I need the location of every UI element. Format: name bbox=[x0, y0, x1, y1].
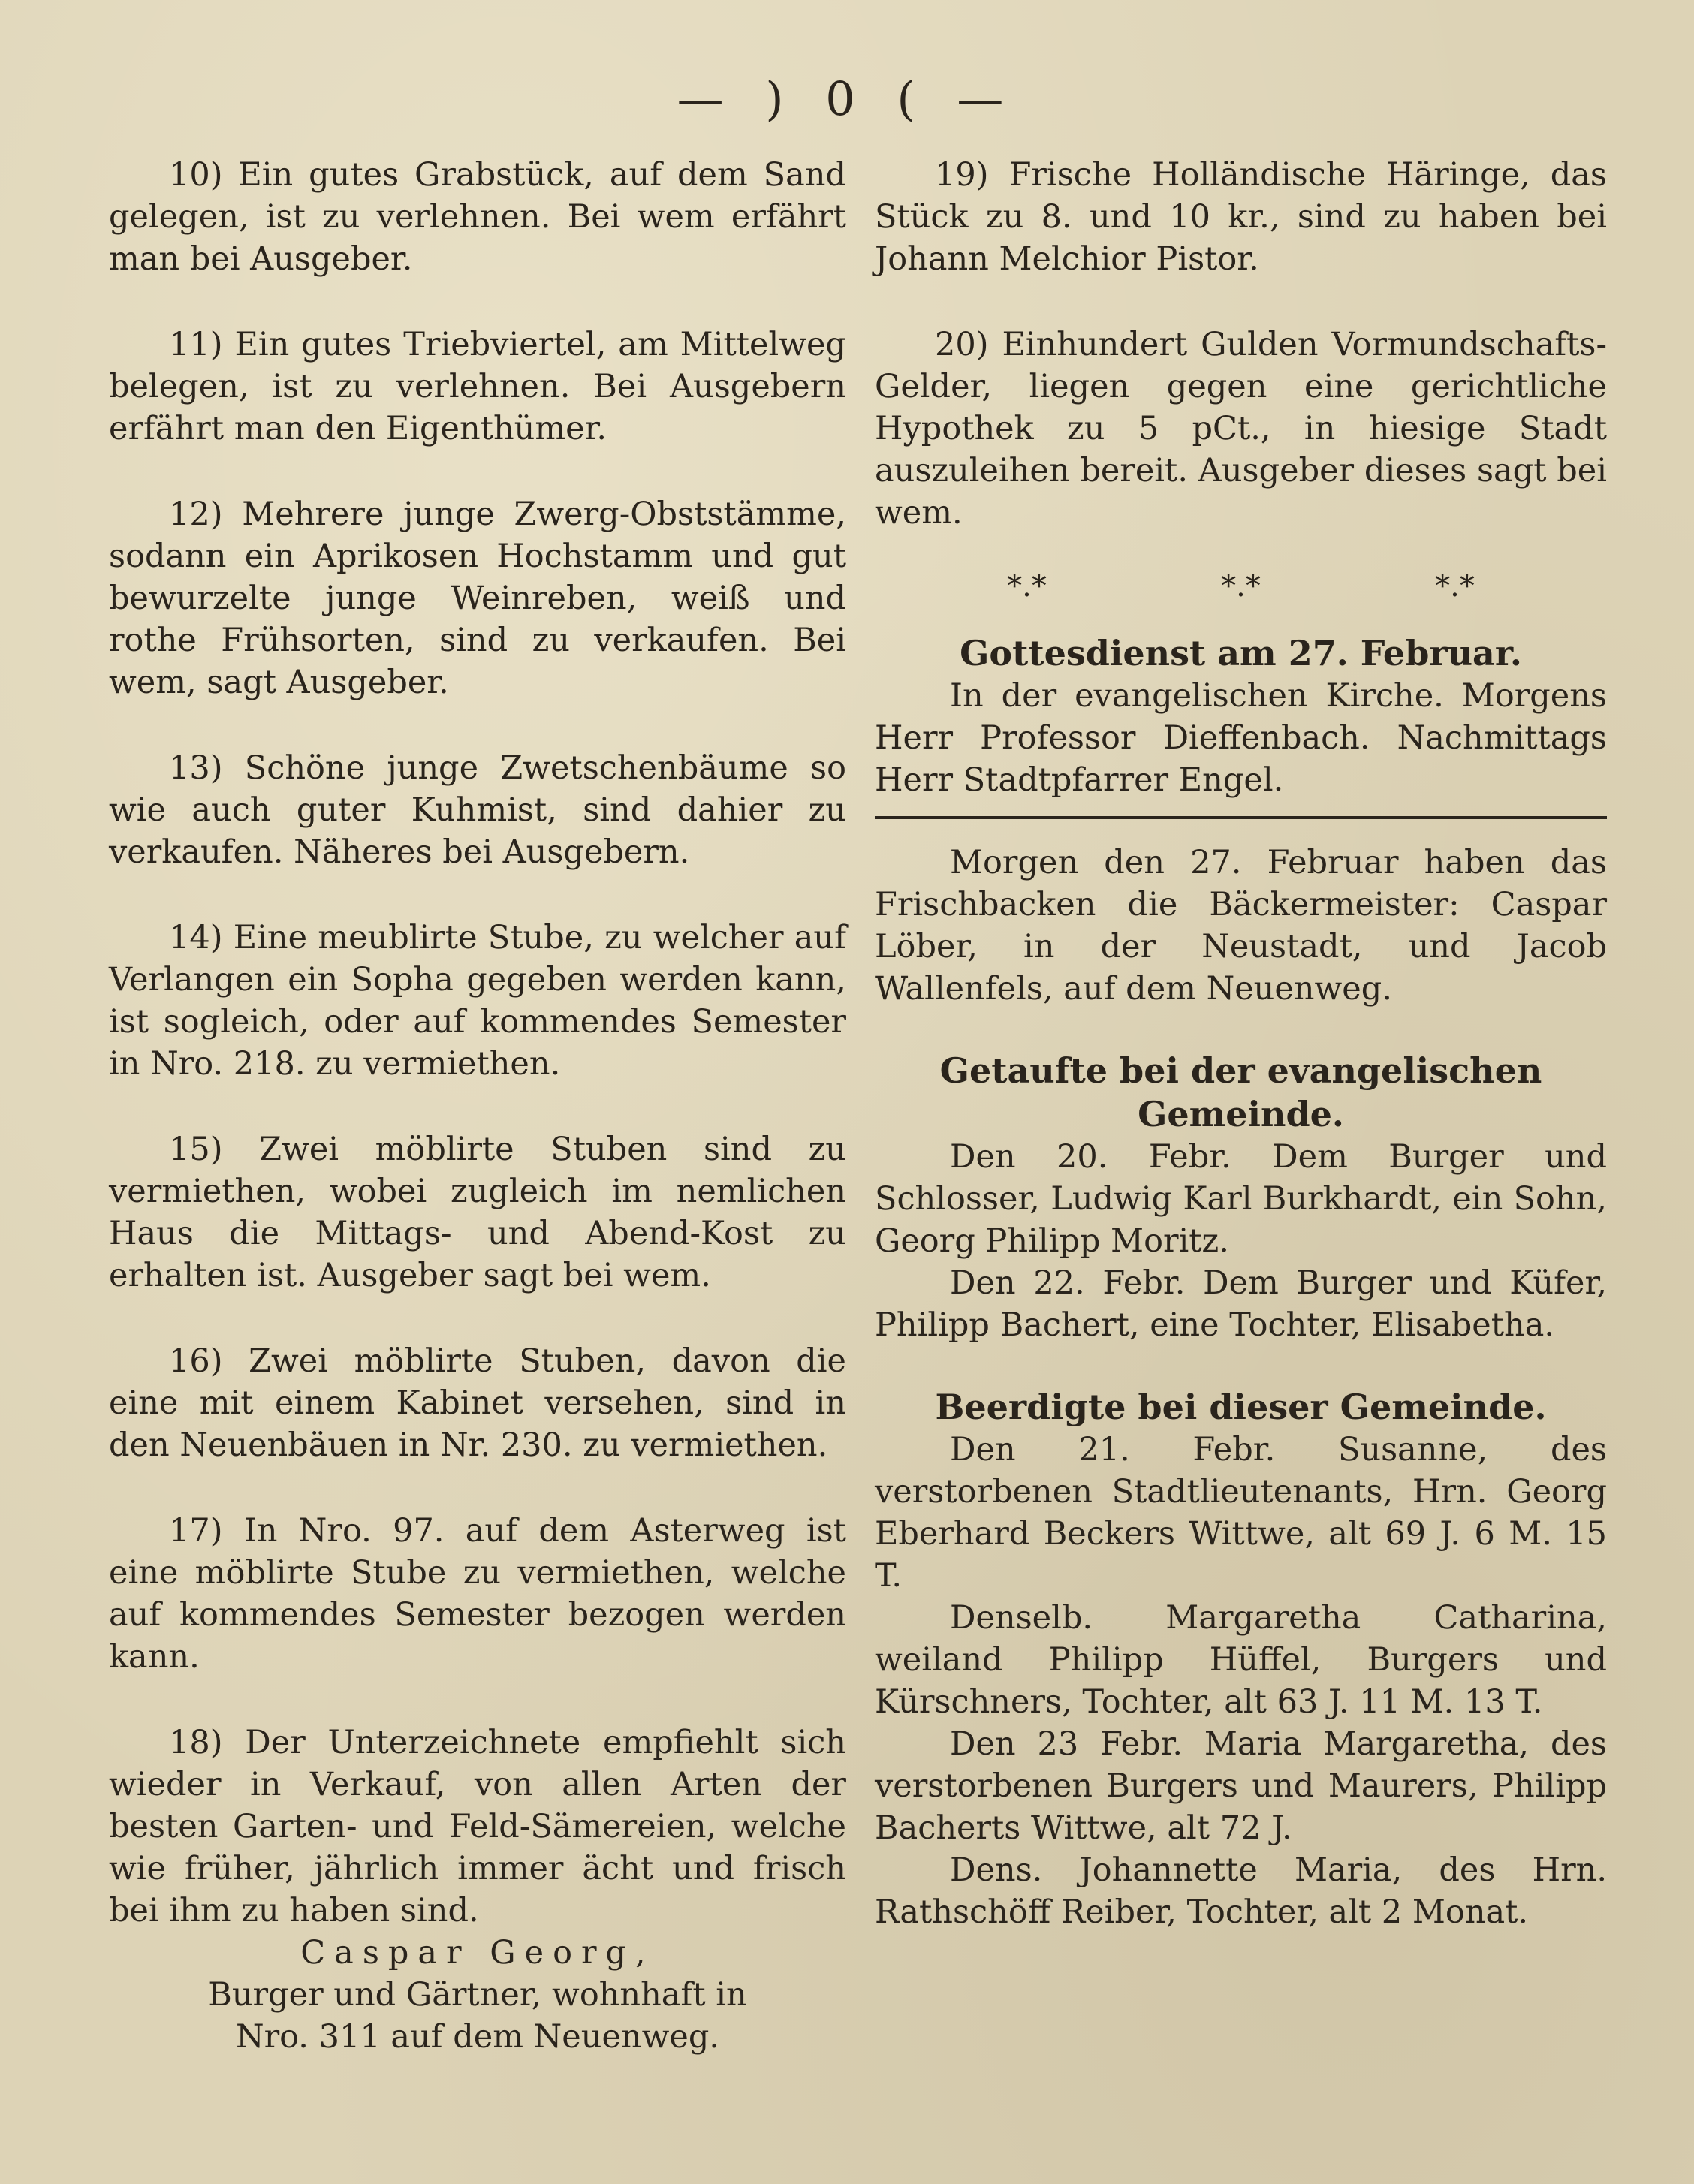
buried-heading: Beerdigte bei dieser Gemeinde. bbox=[935, 1387, 1547, 1427]
burial-record: Den 21. Febr. Susanne, des verstorbenen Stadtlieutenants, Hrn. Georg Eberhard Beckers Wittwe, alt 69 J. 6 M. 15 T. bbox=[875, 1431, 1607, 1595]
burial-record: Dens. Johannette Maria, des Hrn. Rathschöff Reiber, Tochter, alt 2 Monat. bbox=[875, 1851, 1607, 1931]
notice-16: 16) Zwei möblirte Stuben, davon die eine mit einem Kabinet versehen, sind in den Neuenbäuen in Nr. 230. zu vermiethen. bbox=[109, 1342, 846, 1464]
right-column bbox=[875, 154, 1607, 1933]
signature-address: Nro. 311 auf dem Neuenweg. bbox=[235, 2018, 720, 2056]
asterism-divider bbox=[875, 534, 1607, 631]
burial-record: Denselb. Margaretha Catharina, weiland Philipp Hüffel, Burgers und Kürschners, Tochter, alt 63 J. 11 M. 13 T. bbox=[875, 1599, 1607, 1721]
notice-10: 10) Ein gutes Grabstück, auf dem Sand gelegen, ist zu verlehnen. Bei wem erfährt man bei Ausgeber. bbox=[109, 156, 846, 278]
notice-20: 20) Einhundert Gulden Vormundschafts-Gelder, liegen gegen eine gerichtliche Hypothek zu 5 pCt., in hiesige Stadt auszuleihen bereit. Ausgeber dieses sagt bei wem. bbox=[875, 326, 1607, 532]
baptized-heading: Getaufte bei der evangelischen Gemeinde. bbox=[939, 1050, 1542, 1134]
notice-14: 14) Eine meublirte Stube, zu welcher auf Verlangen ein Sopha gegeben werden kann, ist sogleich, oder auf kommendes Semester in Nro. 218. zu vermiethen. bbox=[109, 919, 846, 1083]
notice-13: 13) Schöne junge Zwetschenbäume so wie auch guter Kuhmist, sind dahier zu verkaufen. Näheres bei Ausgebern. bbox=[109, 749, 846, 871]
service-heading: Gottesdienst am 27. Februar. bbox=[960, 633, 1522, 673]
signature-occupation: Burger und Gärtner, wohnhaft in bbox=[208, 1976, 747, 2014]
notice-12: 12) Mehrere junge Zwerg-Obststämme, sodann ein Aprikosen Hochstamm und gut bewurzelte junge Weinreben, weiß und rothe Frühsorten, sind zu verkaufen. Bei wem, sagt Ausgeber. bbox=[109, 496, 847, 701]
bakers-notice: Morgen den 27. Februar haben das Frischbacken die Bäckermeister: Caspar Löber, in der Neustadt, und Jacob Wallenfels, auf dem Neuenweg. bbox=[875, 844, 1607, 1008]
section-rule bbox=[875, 816, 1607, 819]
notice-19: 19) Frische Holländische Häringe, das Stück zu 8. und 10 kr., sind zu haben bei Johann Melchior Pistor. bbox=[875, 156, 1607, 278]
baptism-record: Den 20. Febr. Dem Burger und Schlosser, Ludwig Karl Burkhardt, ein Sohn, Georg Philipp Moritz. bbox=[875, 1138, 1607, 1260]
asterism: *.* bbox=[1007, 569, 1047, 604]
notice-11: 11) Ein gutes Triebviertel, am Mittelweg belegen, ist zu verlehnen. Bei Ausgebern erfährt man den Eigenthümer. bbox=[109, 326, 846, 447]
burial-record: Den 23 Febr. Maria Margaretha, des verstorbenen Burgers und Maurers, Philipp Bacherts Wittwe, alt 72 J. bbox=[875, 1725, 1607, 1847]
asterism: *.* bbox=[1435, 569, 1475, 604]
signature-name: Caspar Georg, bbox=[300, 1934, 655, 1972]
service-text: In der evangelischen Kirche. Morgens Herr Professor Dieffenbach. Nachmittags Herr Stadtpfarrer Engel. bbox=[875, 677, 1607, 799]
notice-18: 18) Der Unterzeichnete empfiehlt sich wieder in Verkauf, von allen Arten der besten Garten- und Feld-Sämereien, welche wie früher, jährlich immer ächt und frisch bei ihm zu haben sind. bbox=[109, 1724, 846, 1929]
baptism-record: Den 22. Febr. Dem Burger und Küfer, Philipp Bachert, eine Tochter, Elisabetha. bbox=[875, 1264, 1607, 1344]
page-number: — ) 0 ( — bbox=[677, 71, 1017, 126]
notice-17: 17) In Nro. 97. auf dem Asterweg ist eine möblirte Stube zu vermiethen, welche auf kommendes Semester bezogen werden kann. bbox=[109, 1512, 846, 1676]
asterism: *.* bbox=[1221, 569, 1261, 604]
notice-15: 15) Zwei möblirte Stuben sind zu vermiethen, wobei zugleich im nemlichen Haus die Mittags- und Abend-Kost zu erhalten ist. Ausgeber sagt bei wem. bbox=[109, 1131, 846, 1294]
left-column bbox=[109, 154, 846, 2058]
